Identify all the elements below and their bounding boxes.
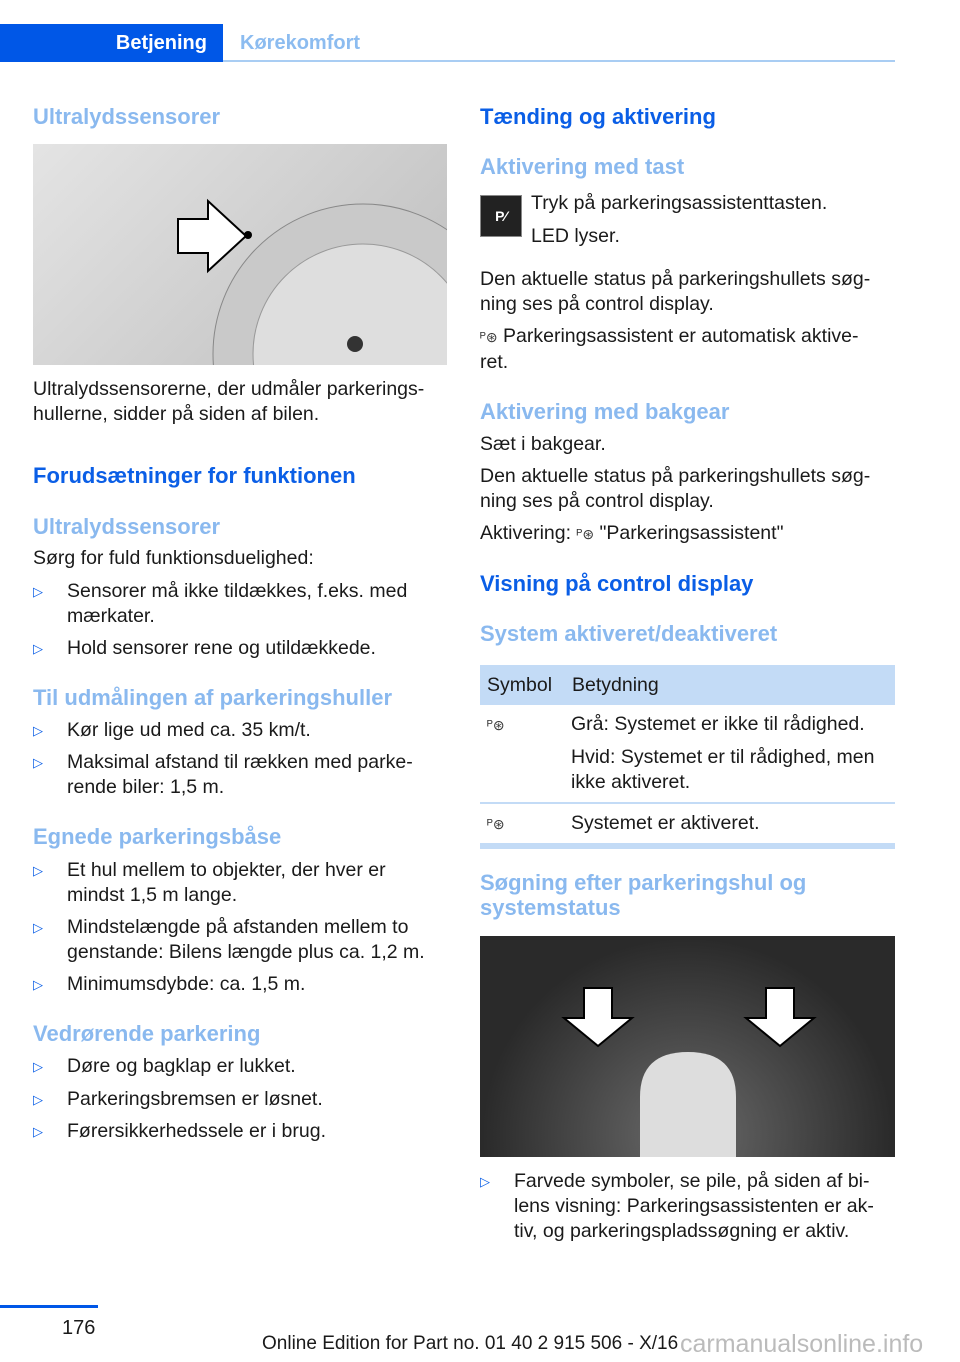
heading-sogning: Søgning efter parkeringshul og systemstatus: [480, 870, 807, 920]
list-item: ▷ Mindstelængde på afstanden mellem to genstande: Bilens længde plus ca. 1,2 m.: [33, 915, 425, 965]
car-wheel-illustration: [33, 144, 447, 365]
edition-text: Online Edition for Part no. 01 40 2 915 506 - X/16: [262, 1333, 679, 1354]
text-status: Den aktuelle status på parkeringshullets søg- ning ses på control display.: [480, 268, 871, 315]
heading-visning: Visning på control display: [480, 571, 754, 596]
list-item: ▷ Kør lige ud med ca. 35 km/t.: [33, 718, 311, 743]
table-row: ᴾ⊛ Grå: Systemet er ikke til rådighed. Hvid: Systemet er til rådighed, men ikke aktiveret.: [480, 705, 895, 803]
watermark: carmanualsonline.info: [680, 1330, 924, 1358]
list-item: ▷ Døre og bagklap er lukket.: [33, 1054, 296, 1079]
heading-til-udmaalingen: Til udmålingen af parkeringshuller: [33, 685, 393, 710]
list-item: ▷ Maksimal afstand til rækken med parke- rende biler: 1,5 m.: [33, 750, 413, 800]
symbol-table: [480, 665, 895, 849]
list-item: ▷ Et hul mellem to objekter, der hver er mindst 1,5 m lange.: [33, 858, 386, 908]
text-saet: Sæt i bakgear.: [480, 433, 606, 455]
heading-taending: Tænding og aktivering: [480, 104, 716, 129]
control-display-image: [480, 936, 895, 1157]
header-rule: [223, 60, 895, 62]
list-item: ▷ Minimumsdybde: ca. 1,5 m.: [33, 972, 305, 997]
tab-betjening[interactable]: Betjening: [0, 24, 223, 62]
tab-korekomfort[interactable]: Kørekomfort: [240, 32, 361, 54]
page-number: 176: [62, 1317, 96, 1339]
text-status-2: Den aktuelle status på parkeringshullets søg- ning ses på control display.: [480, 465, 871, 512]
heading-vedrorende: Vedrørende parkering: [33, 1021, 261, 1046]
arrow-right-icon: [746, 988, 814, 1046]
parking-assist-active-icon: ᴾ⊛: [480, 329, 498, 345]
parking-assist-off-icon: ᴾ⊛: [487, 717, 505, 733]
table-row: ᴾ⊛ Systemet er aktiveret.: [480, 803, 895, 846]
heading-forudsaetninger: Forudsætninger for funktionen: [33, 463, 356, 488]
heading-egnede: Egnede parkeringsbåse: [33, 824, 282, 849]
text-tryk: Tryk på parkeringsassistenttasten.: [531, 192, 828, 214]
text-aktivering: Aktivering: ᴾ⊛ "Parkeringsassistent": [480, 522, 784, 544]
list-item: ▷ Førersikkerhedssele er i brug.: [33, 1119, 326, 1144]
list-item: ▷ Hold sensorer rene og utildækkede.: [33, 636, 376, 661]
parking-assist-button-icon: P⁄: [480, 195, 522, 237]
heading-ultralydssensorer: Ultralydssensorer: [33, 104, 221, 129]
text-led: LED lyser.: [531, 225, 620, 247]
footer-rule: [0, 1305, 98, 1308]
list-item: ▷ Farvede symboler, se pile, på siden af bi- lens visning: Parkeringsassistenten er ak- tiv, og parkeringspladssøgning er aktiv.: [480, 1169, 874, 1244]
parking-search-illustration: [480, 936, 895, 1157]
heading-ultralydssensorer-2: Ultralydssensorer: [33, 514, 221, 539]
caption: Ultralydssensorerne, der udmåler parkerings- hullerne, sidder på siden af bilen.: [33, 378, 425, 425]
column-header: Betydning: [572, 673, 659, 696]
list-item: ▷ Sensorer må ikke tildækkes, f.eks. med mærkater.: [33, 579, 407, 629]
heading-system: System aktiveret/deaktiveret: [480, 621, 778, 646]
list-item: ▷ Parkeringsbremsen er løsnet.: [33, 1087, 323, 1112]
parking-assist-on-icon: ᴾ⊛: [487, 816, 505, 832]
sensor-image: [33, 144, 447, 365]
column-header: Symbol: [487, 673, 553, 696]
text-auto: ᴾ⊛ Parkeringsassistent er automatisk aktive- ret.: [480, 325, 859, 373]
arrow-left-icon: [564, 988, 632, 1046]
text-sorg: Sørg for fuld funktionsduelighed:: [33, 547, 314, 569]
heading-aktivering-bakgear: Aktivering med bakgear: [480, 399, 730, 424]
heading-aktivering-tast: Aktivering med tast: [480, 154, 685, 179]
parking-assist-icon: ᴾ⊛: [576, 526, 595, 542]
